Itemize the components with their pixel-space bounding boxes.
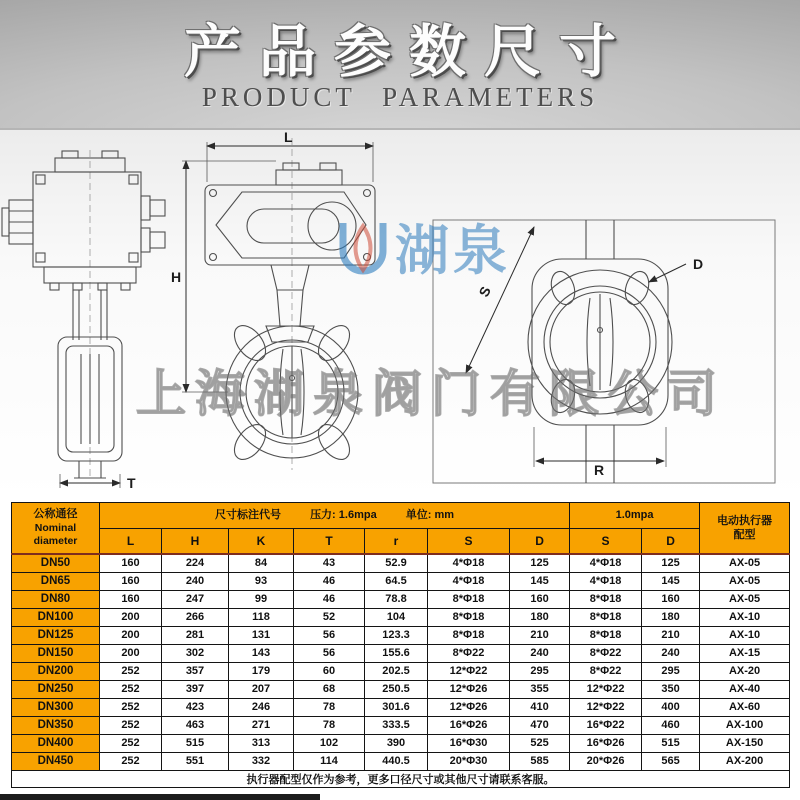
value-cell: 8*Φ22 bbox=[570, 663, 642, 681]
column-header: D bbox=[510, 529, 570, 555]
technical-drawings bbox=[0, 130, 800, 500]
page-title: 产品参数尺寸 bbox=[184, 20, 634, 84]
huquan-logo bbox=[336, 220, 511, 282]
value-cell: 271 bbox=[229, 717, 294, 735]
value-cell: 210 bbox=[642, 627, 700, 645]
value-cell: 8*Φ18 bbox=[570, 609, 642, 627]
actuator-cell: AX-15 bbox=[700, 645, 790, 663]
value-cell: 160 bbox=[100, 554, 162, 573]
value-cell: 104 bbox=[365, 609, 428, 627]
value-cell: 301.6 bbox=[365, 699, 428, 717]
value-cell: 43 bbox=[294, 554, 365, 573]
value-cell: 247 bbox=[162, 591, 229, 609]
company-watermark: 上海湖泉阀门有限公司 bbox=[136, 366, 726, 422]
column-header: S bbox=[570, 529, 642, 555]
value-cell: 145 bbox=[642, 573, 700, 591]
value-cell: 160 bbox=[510, 591, 570, 609]
column-header: K bbox=[229, 529, 294, 555]
dn-cell: DN80 bbox=[12, 591, 100, 609]
actuator-cell: AX-10 bbox=[700, 627, 790, 645]
table-row bbox=[12, 554, 790, 573]
value-cell: 84 bbox=[229, 554, 294, 573]
value-cell: 8*Φ18 bbox=[570, 627, 642, 645]
value-cell: 125 bbox=[642, 554, 700, 573]
dimension-label-T: T bbox=[127, 475, 136, 491]
table-row bbox=[12, 663, 790, 681]
value-cell: 131 bbox=[229, 627, 294, 645]
value-cell: 12*Φ22 bbox=[428, 663, 510, 681]
value-cell: 246 bbox=[229, 699, 294, 717]
value-cell: 313 bbox=[229, 735, 294, 753]
dimension-D bbox=[649, 256, 703, 282]
value-cell: 200 bbox=[100, 627, 162, 645]
value-cell: 16*Φ26 bbox=[570, 735, 642, 753]
value-cell: 102 bbox=[294, 735, 365, 753]
value-cell: 12*Φ22 bbox=[570, 681, 642, 699]
value-cell: 252 bbox=[100, 681, 162, 699]
actuator-cell: AX-40 bbox=[700, 681, 790, 699]
dimension-R bbox=[534, 427, 666, 478]
value-cell: 8*Φ22 bbox=[428, 645, 510, 663]
value-cell: 46 bbox=[294, 573, 365, 591]
actuator-model-header: 电动执行器 配型 bbox=[700, 503, 790, 555]
value-cell: 460 bbox=[642, 717, 700, 735]
value-cell: 4*Φ18 bbox=[428, 573, 510, 591]
value-cell: 12*Φ22 bbox=[570, 699, 642, 717]
dn-cell: DN400 bbox=[12, 735, 100, 753]
value-cell: 332 bbox=[229, 753, 294, 771]
actuator-cell: AX-10 bbox=[700, 609, 790, 627]
value-cell: 585 bbox=[510, 753, 570, 771]
huquan-logo-mark bbox=[336, 220, 390, 282]
dn-cell: DN350 bbox=[12, 717, 100, 735]
value-cell: 252 bbox=[100, 753, 162, 771]
table-row bbox=[12, 753, 790, 771]
actuator-cell: AX-100 bbox=[700, 717, 790, 735]
value-cell: 410 bbox=[510, 699, 570, 717]
value-cell: 252 bbox=[100, 663, 162, 681]
value-cell: 60 bbox=[294, 663, 365, 681]
value-cell: 123.3 bbox=[365, 627, 428, 645]
dn-cell: DN200 bbox=[12, 663, 100, 681]
column-header: L bbox=[100, 529, 162, 555]
value-cell: 160 bbox=[642, 591, 700, 609]
value-cell: 4*Φ18 bbox=[570, 554, 642, 573]
value-cell: 78 bbox=[294, 717, 365, 735]
actuator-cell: AX-05 bbox=[700, 591, 790, 609]
value-cell: 93 bbox=[229, 573, 294, 591]
value-cell: 295 bbox=[642, 663, 700, 681]
value-cell: 565 bbox=[642, 753, 700, 771]
value-cell: 515 bbox=[162, 735, 229, 753]
value-cell: 56 bbox=[294, 627, 365, 645]
column-header: S bbox=[428, 529, 510, 555]
table-row bbox=[12, 645, 790, 663]
value-cell: 200 bbox=[100, 645, 162, 663]
value-cell: 390 bbox=[365, 735, 428, 753]
value-cell: 210 bbox=[510, 627, 570, 645]
value-cell: 463 bbox=[162, 717, 229, 735]
value-cell: 440.5 bbox=[365, 753, 428, 771]
value-cell: 155.6 bbox=[365, 645, 428, 663]
value-cell: 180 bbox=[642, 609, 700, 627]
value-cell: 400 bbox=[642, 699, 700, 717]
value-cell: 12*Φ26 bbox=[428, 699, 510, 717]
dn-cell: DN300 bbox=[12, 699, 100, 717]
value-cell: 8*Φ18 bbox=[428, 609, 510, 627]
column-header: D bbox=[642, 529, 700, 555]
table-row bbox=[12, 717, 790, 735]
value-cell: 333.5 bbox=[365, 717, 428, 735]
value-cell: 12*Φ26 bbox=[428, 681, 510, 699]
value-cell: 16*Φ30 bbox=[428, 735, 510, 753]
value-cell: 8*Φ18 bbox=[428, 627, 510, 645]
value-cell: 179 bbox=[229, 663, 294, 681]
dimension-label-L: L bbox=[284, 130, 293, 145]
value-cell: 240 bbox=[510, 645, 570, 663]
actuator-cell: AX-200 bbox=[700, 753, 790, 771]
value-cell: 125 bbox=[510, 554, 570, 573]
dimension-label-S: S bbox=[475, 283, 494, 300]
table-row bbox=[12, 627, 790, 645]
value-cell: 397 bbox=[162, 681, 229, 699]
table-row bbox=[12, 681, 790, 699]
value-cell: 266 bbox=[162, 609, 229, 627]
value-cell: 114 bbox=[294, 753, 365, 771]
banner bbox=[0, 0, 800, 130]
dn-cell: DN150 bbox=[12, 645, 100, 663]
value-cell: 8*Φ18 bbox=[570, 591, 642, 609]
value-cell: 78.8 bbox=[365, 591, 428, 609]
value-cell: 160 bbox=[100, 591, 162, 609]
value-cell: 143 bbox=[229, 645, 294, 663]
nominal-diameter-header: 公称通径 Nominal diameter bbox=[12, 503, 100, 555]
value-cell: 118 bbox=[229, 609, 294, 627]
table-row bbox=[12, 609, 790, 627]
value-cell: 302 bbox=[162, 645, 229, 663]
column-header: T bbox=[294, 529, 365, 555]
page-subtitle: PRODUCT PARAMETERS bbox=[201, 82, 599, 112]
value-cell: 4*Φ18 bbox=[570, 573, 642, 591]
value-cell: 423 bbox=[162, 699, 229, 717]
dimension-code-header: 尺寸标注代号 压力: 1.6mpa 单位: mm bbox=[100, 503, 570, 529]
parameters-section bbox=[0, 500, 800, 794]
value-cell: 16*Φ22 bbox=[570, 717, 642, 735]
footnote-row bbox=[12, 771, 790, 788]
table-row bbox=[12, 735, 790, 753]
dimension-label-H: H bbox=[171, 269, 182, 285]
value-cell: 180 bbox=[510, 609, 570, 627]
table-row bbox=[12, 699, 790, 717]
actuator-cell: AX-20 bbox=[700, 663, 790, 681]
side-view-drawing bbox=[2, 150, 165, 480]
column-header: r bbox=[365, 529, 428, 555]
value-cell: 515 bbox=[642, 735, 700, 753]
value-cell: 200 bbox=[100, 609, 162, 627]
dn-cell: DN50 bbox=[12, 554, 100, 573]
dimension-label-D: D bbox=[693, 256, 704, 272]
value-cell: 202.5 bbox=[365, 663, 428, 681]
value-cell: 56 bbox=[294, 645, 365, 663]
dn-cell: DN125 bbox=[12, 627, 100, 645]
actuator-cell: AX-150 bbox=[700, 735, 790, 753]
column-header: H bbox=[162, 529, 229, 555]
value-cell: 252 bbox=[100, 735, 162, 753]
dimension-L bbox=[207, 130, 373, 182]
dn-cell: DN450 bbox=[12, 753, 100, 771]
value-cell: 470 bbox=[510, 717, 570, 735]
table-row bbox=[12, 573, 790, 591]
column-letters-row bbox=[12, 529, 790, 555]
value-cell: 16*Φ26 bbox=[428, 717, 510, 735]
value-cell: 99 bbox=[229, 591, 294, 609]
value-cell: 295 bbox=[510, 663, 570, 681]
value-cell: 8*Φ22 bbox=[570, 645, 642, 663]
dimension-label-R: R bbox=[594, 462, 605, 478]
value-cell: 52 bbox=[294, 609, 365, 627]
bottom-bar bbox=[0, 794, 320, 800]
value-cell: 145 bbox=[510, 573, 570, 591]
dn-cell: DN65 bbox=[12, 573, 100, 591]
value-cell: 551 bbox=[162, 753, 229, 771]
value-cell: 357 bbox=[162, 663, 229, 681]
actuator-cell: AX-05 bbox=[700, 573, 790, 591]
table-row bbox=[12, 591, 790, 609]
value-cell: 252 bbox=[100, 717, 162, 735]
dn-cell: DN100 bbox=[12, 609, 100, 627]
actuator-cell: AX-60 bbox=[700, 699, 790, 717]
value-cell: 281 bbox=[162, 627, 229, 645]
actuator-cell: AX-05 bbox=[700, 554, 790, 573]
table-footnote: 执行器配型仅作为参考，更多口径尺寸或其他尺寸请联系客服。 bbox=[12, 771, 790, 788]
value-cell: 20*Φ26 bbox=[570, 753, 642, 771]
value-cell: 68 bbox=[294, 681, 365, 699]
value-cell: 240 bbox=[642, 645, 700, 663]
value-cell: 52.9 bbox=[365, 554, 428, 573]
huquan-logo-text: 湖泉 bbox=[395, 221, 511, 281]
value-cell: 355 bbox=[510, 681, 570, 699]
value-cell: 240 bbox=[162, 573, 229, 591]
value-cell: 8*Φ18 bbox=[428, 591, 510, 609]
value-cell: 20*Φ30 bbox=[428, 753, 510, 771]
value-cell: 207 bbox=[229, 681, 294, 699]
dimension-T bbox=[60, 474, 136, 491]
parameters-table bbox=[11, 502, 790, 788]
value-cell: 525 bbox=[510, 735, 570, 753]
value-cell: 224 bbox=[162, 554, 229, 573]
value-cell: 350 bbox=[642, 681, 700, 699]
value-cell: 250.5 bbox=[365, 681, 428, 699]
value-cell: 46 bbox=[294, 591, 365, 609]
value-cell: 64.5 bbox=[365, 573, 428, 591]
valve-drawings-svg bbox=[0, 130, 800, 500]
value-cell: 252 bbox=[100, 699, 162, 717]
value-cell: 4*Φ18 bbox=[428, 554, 510, 573]
dn-cell: DN250 bbox=[12, 681, 100, 699]
value-cell: 160 bbox=[100, 573, 162, 591]
value-cell: 78 bbox=[294, 699, 365, 717]
pressure-1.0mpa-header: 1.0mpa bbox=[570, 503, 700, 529]
